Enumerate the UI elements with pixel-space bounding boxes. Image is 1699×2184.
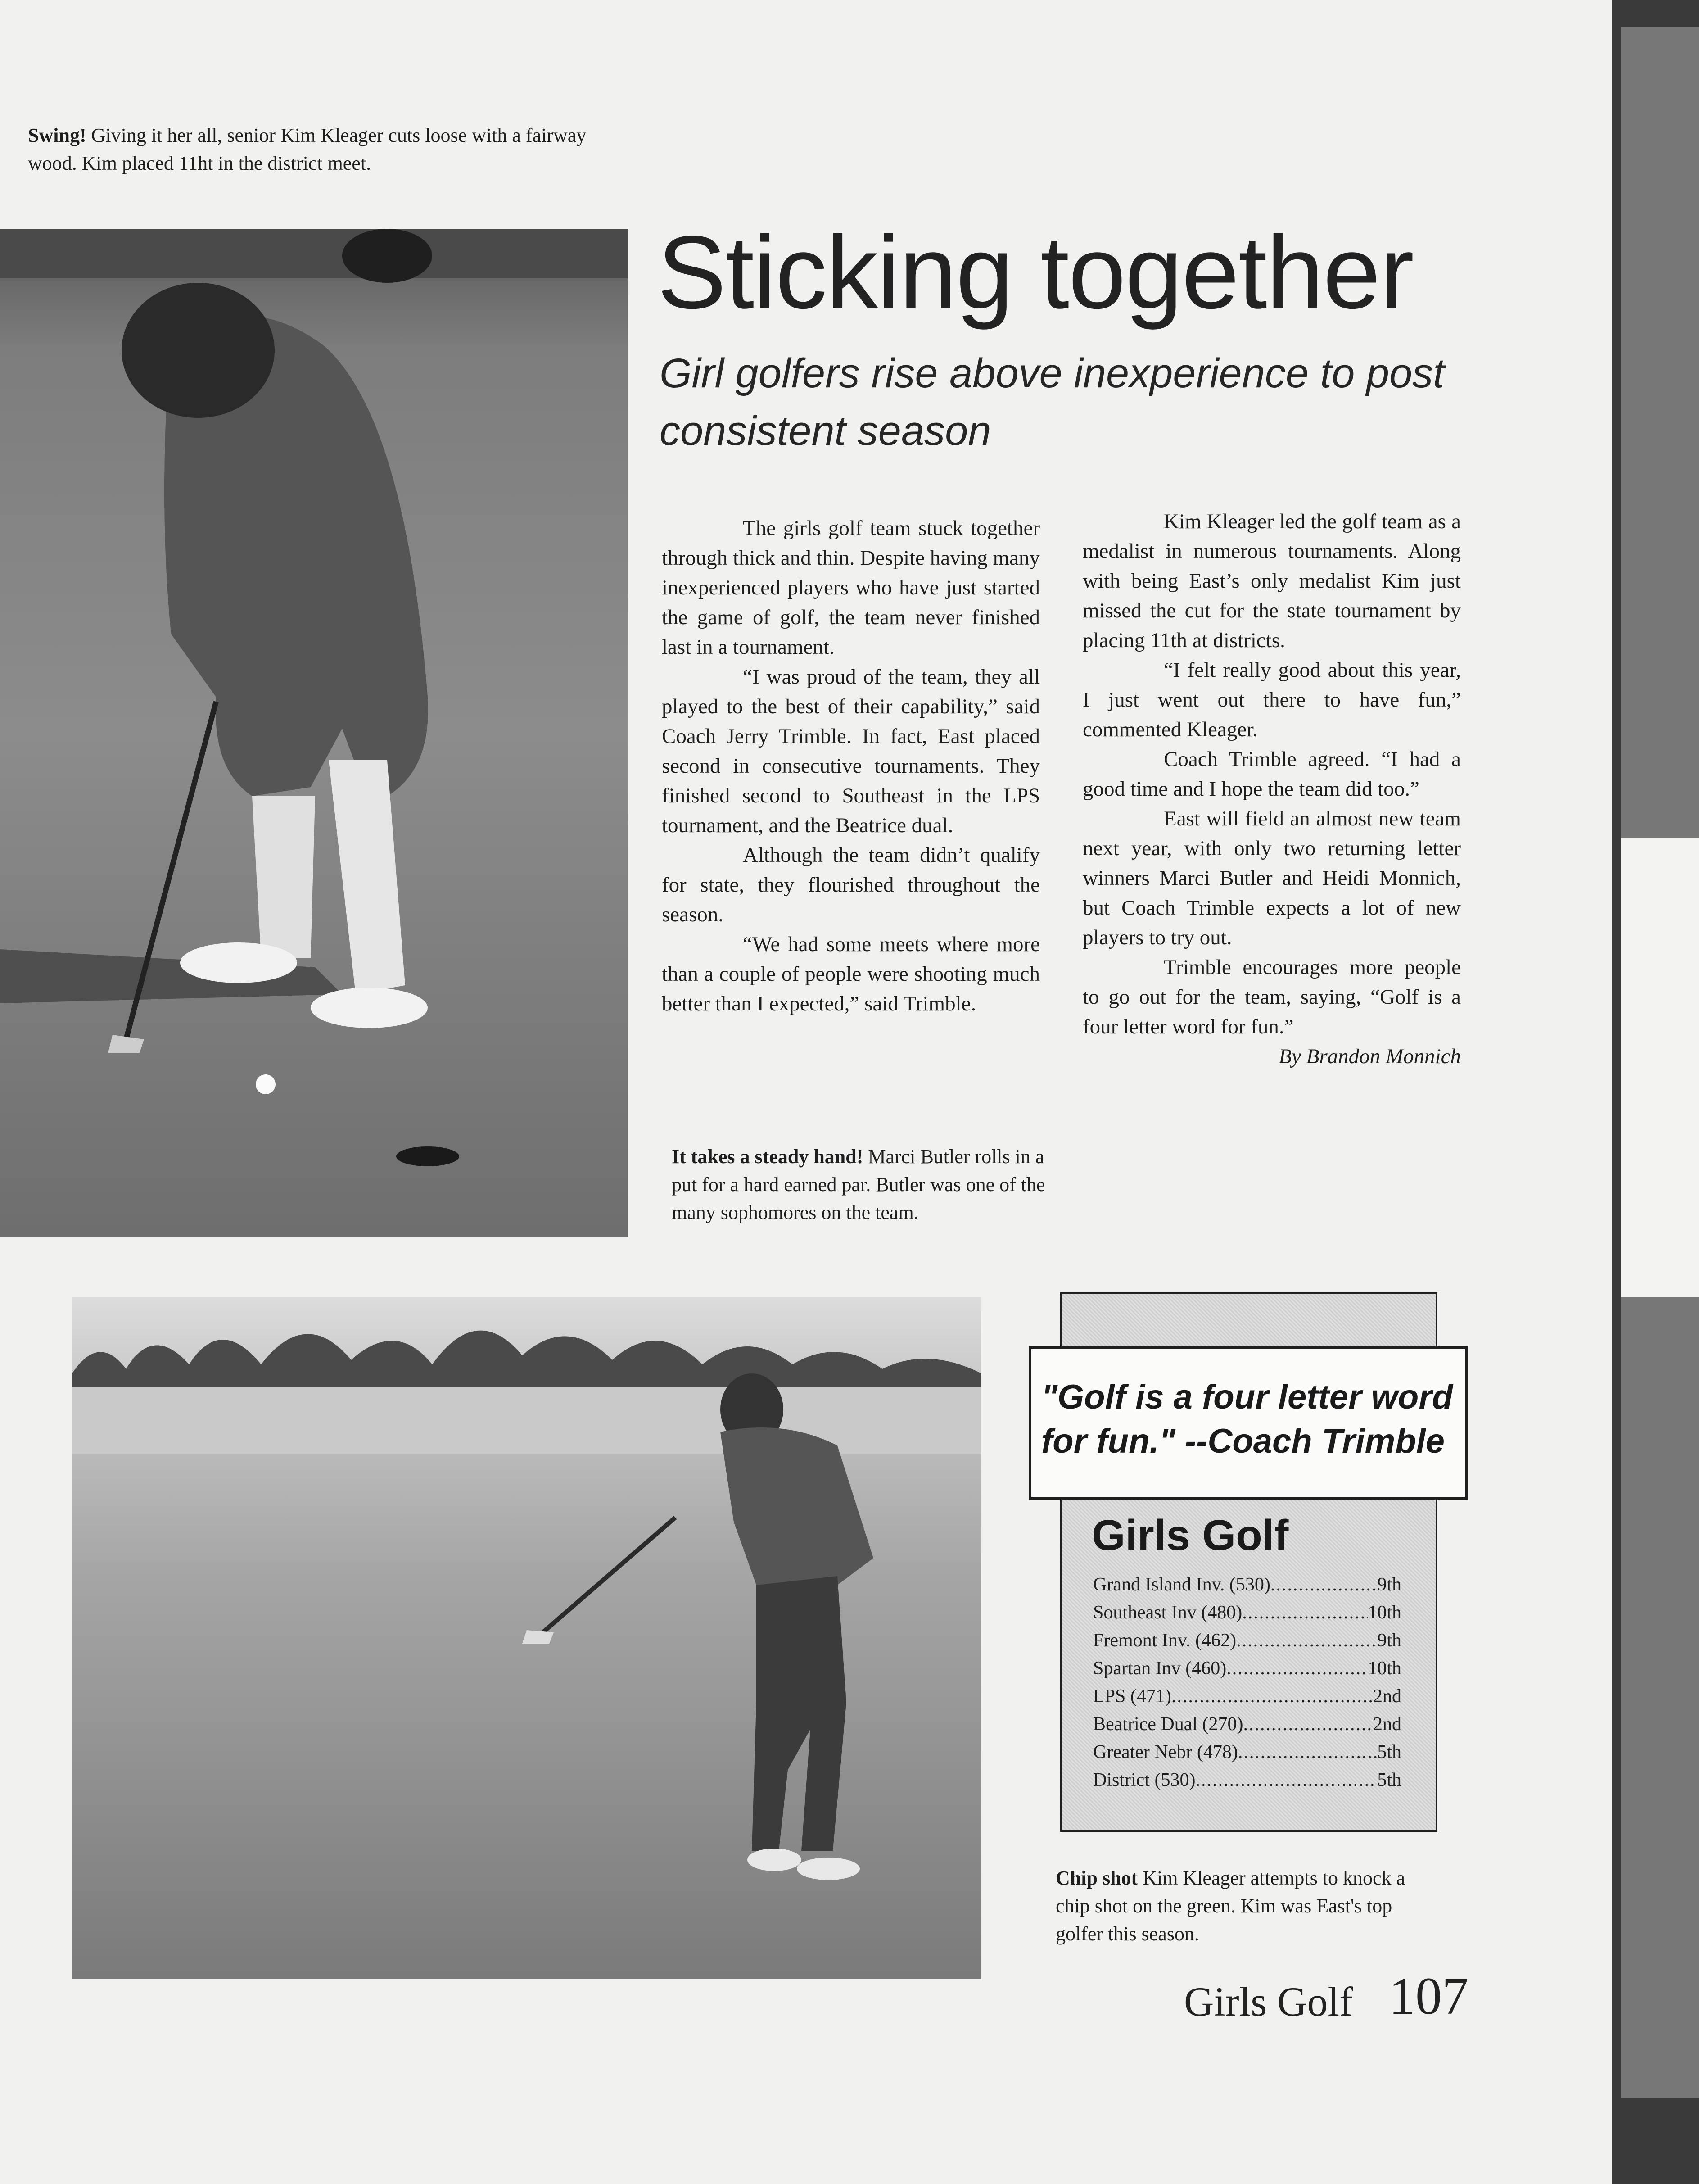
photo-putting-golfer	[0, 229, 628, 1237]
article-paragraph: Trimble encourages more people to go out for the team, saying, “Golf is a four letter word for fun.”	[1083, 956, 1461, 1038]
results-title: Girls Golf	[1092, 1511, 1289, 1559]
section-tab-gap	[1621, 838, 1699, 1297]
page-subtitle: Girl golfers rise above inexperience to post consistent season	[660, 350, 1445, 454]
photo-chipping-golfer	[72, 1297, 981, 1979]
results-row: Beatrice Dual (270) ..... 2nd	[1093, 1710, 1401, 1738]
article-column-left	[662, 513, 1040, 1019]
article-paragraph: The girls golf team stuck together through thick and thin. Despite having many inexperienced players who have just started the game of golf, the team never finished last in a tournament.	[662, 517, 1040, 659]
photo-caption-middle: It takes a steady hand! Marci Butler rolls in a put for a hard earned par. Butler was one of the many sophomores on the team.	[672, 1146, 1045, 1223]
results-row: LPS (471) ..... 2nd	[1093, 1682, 1401, 1710]
photo-caption-top: Swing! Giving it her all, senior Kim Kleager cuts loose with a fairway wood. Kim placed 11ht in the district meet.	[28, 124, 587, 174]
section-tab	[1621, 1297, 1699, 2098]
results-list	[1093, 1571, 1401, 1794]
byline: By Brandon Monnich	[1279, 1045, 1461, 1068]
results-row: Southeast Inv (480) ..... 10th	[1093, 1599, 1401, 1627]
article-paragraph: East will field an almost new team next year, with only two returning letter winners Marci Butler and Heidi Monnich, but Coach Trimble expects a lot of new players to try out.	[1083, 807, 1461, 949]
pull-quote: "Golf is a four letter word for fun." --Coach Trimble	[1029, 1346, 1468, 1500]
page-number: 107	[1389, 1967, 1469, 2025]
results-row: District (530) ..... 5th	[1093, 1766, 1401, 1794]
article-column-right	[1083, 507, 1461, 1071]
article-paragraph: “I felt really good about this year, I just went out there to have fun,” commented Kleager.	[1083, 658, 1461, 741]
article-paragraph: Kim Kleager led the golf team as a medalist in numerous tournaments. Along with being East’s only medalist Kim just missed the cut for the state tournament by placing 11th at districts.	[1083, 510, 1461, 652]
article-paragraph: Coach Trimble agreed. “I had a good time and I hope the team did too.”	[1083, 748, 1461, 801]
results-row: Spartan Inv (460) ..... 10th	[1093, 1654, 1401, 1682]
page-title: Sticking together	[657, 214, 1414, 330]
section-tab	[1621, 27, 1699, 838]
article-paragraph: “We had some meets where more than a couple of people were shooting much better than I expected,” said Trimble.	[662, 933, 1040, 1015]
photo-caption-bottom: Chip shot Kim Kleager attempts to knock a chip shot on the green. Kim was East's top golfer this season.	[1056, 1867, 1405, 1945]
results-row: Fremont Inv. (462) ..... 9th	[1093, 1627, 1401, 1654]
section-label: Girls Golf	[1184, 1979, 1353, 2025]
results-row: Grand Island Inv. (530) ..... 9th	[1093, 1571, 1401, 1599]
results-row: Greater Nebr (478) ..... 5th	[1093, 1738, 1401, 1766]
article-paragraph: Although the team didn’t qualify for state, they flourished throughout the season.	[662, 843, 1040, 926]
article-paragraph: “I was proud of the team, they all played to the best of their capability,” said Coach Jerry Trimble. In fact, East placed second in consecutive tournaments. They finished second to Southeast in the LPS tournament, and the Beatrice dual.	[662, 665, 1040, 837]
